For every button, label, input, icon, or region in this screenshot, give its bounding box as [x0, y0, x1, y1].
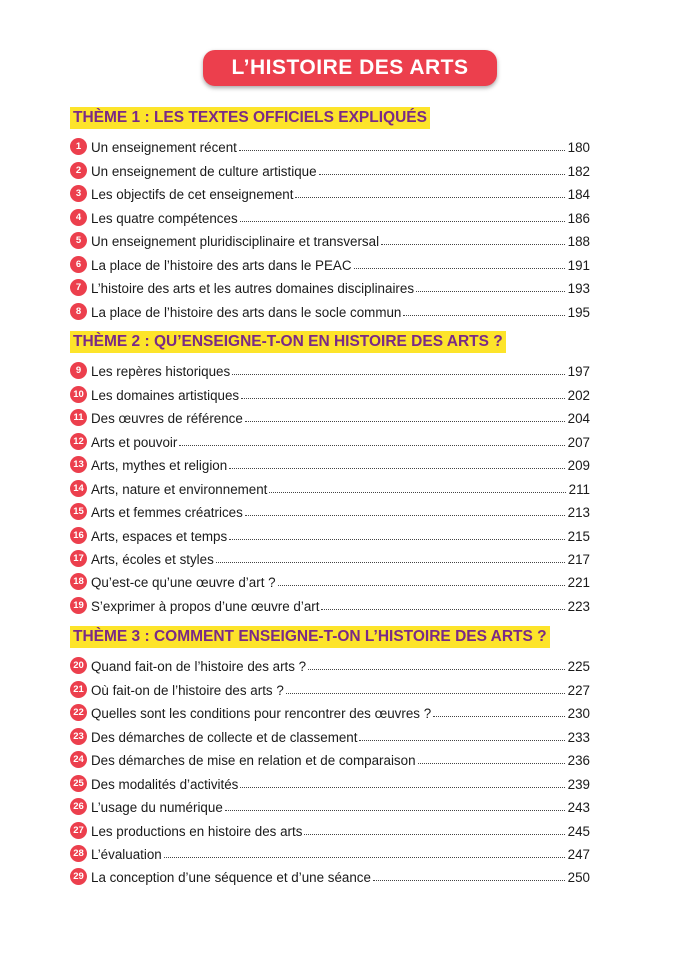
- entry-title: Les quatre compétences: [91, 210, 238, 226]
- entry-page-number: 188: [567, 234, 590, 250]
- toc-entry: [70, 793, 590, 816]
- dot-leader: [295, 197, 564, 198]
- dot-leader: [319, 174, 565, 175]
- entry-title: Quand fait-on de l’histoire des arts ?: [91, 659, 307, 675]
- entry-page-number: 202: [567, 387, 590, 403]
- dot-leader: [225, 810, 565, 811]
- toc-entry: [70, 652, 590, 675]
- toc-entry: [70, 746, 590, 769]
- dot-leader: [373, 880, 565, 881]
- page-title: L’HISTOIRE DES ARTS: [203, 50, 496, 86]
- entry-page-number: 180: [567, 140, 590, 156]
- entry-title: La conception d’une séquence et d’une séance: [91, 870, 371, 886]
- dot-leader: [359, 740, 564, 741]
- entry-page-number: 227: [567, 682, 590, 698]
- toc-entry: [70, 699, 590, 722]
- entry-page-number: 230: [567, 706, 590, 722]
- entry-page-number: 245: [567, 823, 590, 839]
- entry-number-badge: 14: [70, 480, 87, 497]
- entry-title: Un enseignement récent: [91, 140, 237, 156]
- dot-leader: [239, 150, 565, 151]
- entry-title: Arts, écoles et styles: [91, 551, 214, 567]
- entry-page-number: 191: [567, 257, 590, 273]
- entry-page-number: 223: [567, 598, 590, 614]
- entry-page-number: 204: [567, 411, 590, 427]
- entry-number-badge: 15: [70, 503, 87, 520]
- toc-entry: [70, 863, 590, 886]
- entry-number-badge: 1: [70, 138, 87, 155]
- entry-page-number: 217: [567, 551, 590, 567]
- entry-number-badge: 8: [70, 303, 87, 320]
- entry-number-badge: 23: [70, 728, 87, 745]
- toc-entry: [70, 380, 590, 403]
- toc-entry: [70, 498, 590, 521]
- entry-page-number: 247: [567, 846, 590, 862]
- entry-page-number: 213: [567, 505, 590, 521]
- toc-entry: [70, 203, 590, 226]
- toc-entry: [70, 156, 590, 179]
- entry-page-number: 233: [567, 729, 590, 745]
- entry-number-badge: 5: [70, 232, 87, 249]
- dot-leader: [269, 492, 565, 493]
- dot-leader: [245, 515, 565, 516]
- dot-leader: [403, 315, 564, 316]
- entry-number-badge: 3: [70, 185, 87, 202]
- entry-page-number: 211: [568, 481, 590, 497]
- entry-title: Les objectifs de cet enseignement: [91, 187, 294, 203]
- dot-leader: [278, 585, 565, 586]
- toc-entry: [70, 133, 590, 156]
- entry-number-badge: 13: [70, 456, 87, 473]
- entry-title: Des modalités d’activités: [91, 776, 239, 792]
- toc-entry: [70, 474, 590, 497]
- entry-number-badge: 18: [70, 573, 87, 590]
- dot-leader: [354, 268, 565, 269]
- entry-page-number: 221: [567, 575, 590, 591]
- entry-title: Arts et pouvoir: [91, 434, 178, 450]
- entry-page-number: 186: [567, 210, 590, 226]
- entry-title: Un enseignement de culture artistique: [91, 163, 317, 179]
- theme-section-1: [70, 107, 590, 321]
- title-area: [0, 50, 700, 86]
- entry-title: Où fait-on de l’histoire des arts ?: [91, 682, 284, 698]
- entry-number-badge: 17: [70, 550, 87, 567]
- entry-page-number: 207: [567, 434, 590, 450]
- dot-leader: [229, 468, 564, 469]
- toc-entry: [70, 451, 590, 474]
- dot-leader: [229, 539, 564, 540]
- entry-number-badge: 9: [70, 362, 87, 379]
- dot-leader: [418, 763, 565, 764]
- entry-list: [70, 133, 590, 321]
- entry-page-number: 195: [567, 304, 590, 320]
- entry-title: La place de l’histoire des arts dans le socle commun: [91, 304, 402, 320]
- theme-heading: THÈME 3 : COMMENT ENSEIGNE-T-ON L’HISTOIRE DES ARTS ?: [70, 626, 550, 648]
- entry-page-number: 193: [567, 281, 590, 297]
- toc-entry: [70, 816, 590, 839]
- theme-heading: THÈME 1 : LES TEXTES OFFICIELS EXPLIQUÉS: [70, 107, 430, 129]
- entry-number-badge: 20: [70, 657, 87, 674]
- entry-number-badge: 6: [70, 256, 87, 273]
- toc-entry: [70, 675, 590, 698]
- entry-number-badge: 21: [70, 681, 87, 698]
- toc-entry: [70, 545, 590, 568]
- dot-leader: [164, 857, 565, 858]
- entry-number-badge: 24: [70, 751, 87, 768]
- entry-number-badge: 26: [70, 798, 87, 815]
- theme-heading: THÈME 2 : QU’ENSEIGNE-T-ON EN HISTOIRE DES ARTS ?: [70, 331, 506, 353]
- entry-number-badge: 2: [70, 162, 87, 179]
- entry-page-number: 209: [567, 458, 590, 474]
- entry-title: L’évaluation: [91, 846, 162, 862]
- entry-number-badge: 12: [70, 433, 87, 450]
- dot-leader: [241, 398, 565, 399]
- toc-entry: [70, 357, 590, 380]
- entry-number-badge: 16: [70, 527, 87, 544]
- entry-title: Qu’est-ce qu’une œuvre d’art ?: [91, 575, 276, 591]
- entry-list: [70, 652, 590, 886]
- entry-title: Un enseignement pluridisciplinaire et transversal: [91, 234, 380, 250]
- toc-entry: [70, 404, 590, 427]
- entry-title: Arts, mythes et religion: [91, 458, 228, 474]
- entry-page-number: 243: [567, 800, 590, 816]
- dot-leader: [286, 693, 565, 694]
- toc-entry: [70, 297, 590, 320]
- entry-number-badge: 4: [70, 209, 87, 226]
- toc-entry: [70, 274, 590, 297]
- toc-entry: [70, 722, 590, 745]
- dot-leader: [321, 609, 564, 610]
- dot-leader: [433, 716, 565, 717]
- entry-number-badge: 25: [70, 775, 87, 792]
- dot-leader: [245, 421, 565, 422]
- entry-title: Arts, nature et environnement: [91, 481, 268, 497]
- dot-leader: [304, 834, 564, 835]
- entry-number-badge: 28: [70, 845, 87, 862]
- dot-leader: [240, 221, 565, 222]
- entry-number-badge: 22: [70, 704, 87, 721]
- entry-page-number: 197: [567, 364, 590, 380]
- entry-title: Des démarches de collecte et de classement: [91, 729, 358, 745]
- toc-entry: [70, 591, 590, 614]
- entry-title: Des démarches de mise en relation et de comparaison: [91, 753, 416, 769]
- dot-leader: [381, 244, 565, 245]
- toc-entry: [70, 180, 590, 203]
- entry-page-number: 250: [567, 870, 590, 886]
- entry-title: Arts, espaces et temps: [91, 528, 228, 544]
- toc-entry: [70, 568, 590, 591]
- dot-leader: [308, 669, 565, 670]
- theme-section-2: [70, 331, 590, 615]
- toc-entry: [70, 227, 590, 250]
- entry-page-number: 236: [567, 753, 590, 769]
- entry-title: La place de l’histoire des arts dans le PEAC: [91, 257, 352, 273]
- toc-entry: [70, 840, 590, 863]
- entry-title: L’histoire des arts et les autres domaines disciplinaires: [91, 281, 415, 297]
- toc-entry: [70, 521, 590, 544]
- dot-leader: [240, 787, 564, 788]
- entry-title: Les repères historiques: [91, 364, 231, 380]
- entry-number-badge: 7: [70, 279, 87, 296]
- entry-page-number: 182: [567, 163, 590, 179]
- dot-leader: [232, 374, 564, 375]
- dot-leader: [179, 445, 564, 446]
- entry-number-badge: 19: [70, 597, 87, 614]
- entry-title: Les domaines artistiques: [91, 387, 240, 403]
- entry-title: Des œuvres de référence: [91, 411, 243, 427]
- entry-number-badge: 10: [70, 386, 87, 403]
- dot-leader: [216, 562, 565, 563]
- toc-entry: [70, 250, 590, 273]
- entry-title: Arts et femmes créatrices: [91, 505, 243, 521]
- entry-number-badge: 27: [70, 822, 87, 839]
- entry-title: L’usage du numérique: [91, 800, 223, 816]
- toc-entry: [70, 427, 590, 450]
- entry-title: Quelles sont les conditions pour rencontrer des œuvres ?: [91, 706, 432, 722]
- entry-page-number: 184: [567, 187, 590, 203]
- dot-leader: [416, 291, 565, 292]
- toc-entry: [70, 769, 590, 792]
- entry-number-badge: 11: [70, 409, 87, 426]
- entry-number-badge: 29: [70, 868, 87, 885]
- entry-page-number: 225: [567, 659, 590, 675]
- theme-section-3: [70, 626, 590, 886]
- entry-title: S’exprimer à propos d’une œuvre d’art: [91, 598, 320, 614]
- entry-page-number: 239: [567, 776, 590, 792]
- entry-title: Les productions en histoire des arts: [91, 823, 303, 839]
- entry-list: [70, 357, 590, 615]
- entry-page-number: 215: [567, 528, 590, 544]
